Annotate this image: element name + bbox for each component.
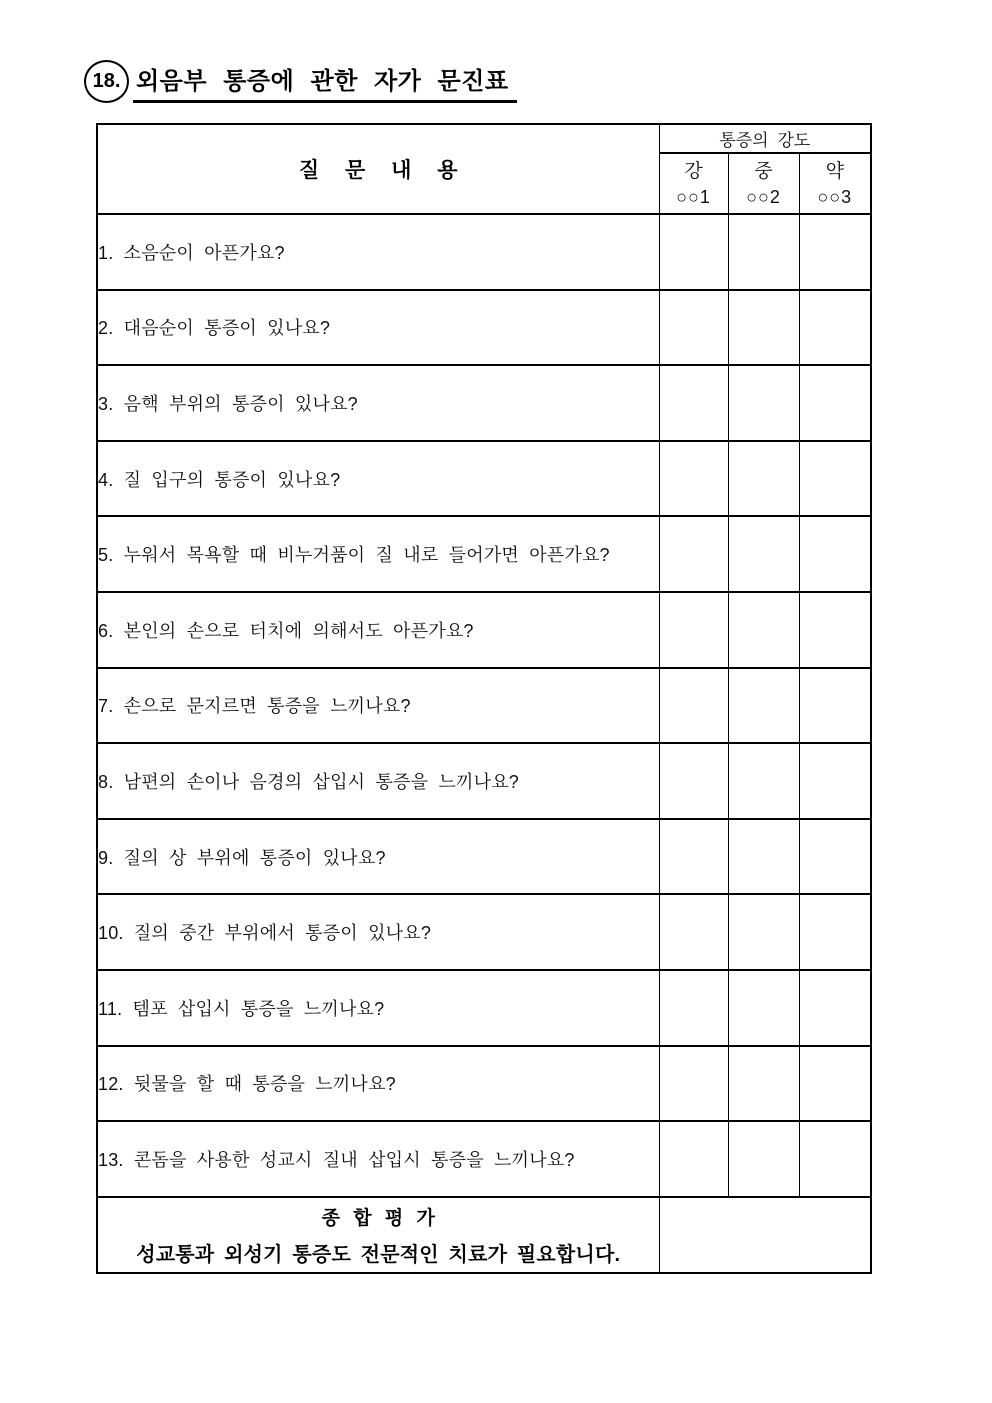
answer-cell-medium[interactable]: [728, 970, 799, 1046]
answer-cell-medium[interactable]: [728, 819, 799, 895]
strong-label: 강: [684, 160, 703, 182]
question-text: 5. 누워서 목욕할 때 비누거품이 질 내로 들어가면 아픈가요?: [97, 516, 659, 592]
question-text: 6. 본인의 손으로 터치에 의해서도 아픈가요?: [97, 592, 659, 668]
table-row: [97, 592, 871, 668]
answer-cell-medium[interactable]: [728, 592, 799, 668]
answer-cell-weak[interactable]: [799, 290, 871, 366]
table-row: [97, 970, 871, 1046]
question-text: 7. 손으로 문지르면 통증을 느끼나요?: [97, 668, 659, 744]
summary-title: 종 합 평 가: [321, 1207, 435, 1229]
answer-cell-weak[interactable]: [799, 592, 871, 668]
answer-cell-medium[interactable]: [728, 668, 799, 744]
answer-cell-medium[interactable]: [728, 743, 799, 819]
column-header-weak: [799, 153, 871, 214]
answer-cell-weak[interactable]: [799, 894, 871, 970]
question-column-header: 질 문 내 용: [97, 124, 659, 214]
answer-cell-strong[interactable]: [659, 894, 728, 970]
weak-label: 약: [825, 160, 844, 182]
answer-cell-medium[interactable]: [728, 214, 799, 290]
answer-cell-medium[interactable]: [728, 1121, 799, 1197]
answer-cell-strong[interactable]: [659, 290, 728, 366]
answer-cell-strong[interactable]: [659, 1121, 728, 1197]
answer-cell-strong[interactable]: [659, 516, 728, 592]
answer-cell-weak[interactable]: [799, 743, 871, 819]
section-number-badge: 18.: [84, 60, 129, 103]
answer-cell-strong[interactable]: [659, 970, 728, 1046]
summary-note: 성교통과 외성기 통증도 전문적인 치료가 필요합니다.: [136, 1243, 621, 1266]
medium-mark: ○○2: [746, 187, 781, 208]
question-text: 11. 템포 삽입시 통증을 느끼나요?: [97, 970, 659, 1046]
questionnaire-table: [96, 123, 872, 1274]
strong-mark: ○○1: [676, 187, 711, 208]
weak-mark: ○○3: [817, 187, 853, 208]
answer-cell-weak[interactable]: [799, 365, 871, 441]
answer-cell-strong[interactable]: [659, 819, 728, 895]
answer-cell-strong[interactable]: [659, 365, 728, 441]
table-row: [97, 290, 871, 366]
answer-cell-medium[interactable]: [728, 365, 799, 441]
table-row: [97, 1046, 871, 1122]
answer-cell-medium[interactable]: [728, 894, 799, 970]
table-row: [97, 819, 871, 895]
summary-row: [97, 1197, 871, 1273]
question-text: 1. 소음순이 아픈가요?: [97, 214, 659, 290]
answer-cell-weak[interactable]: [799, 441, 871, 517]
question-text: 3. 음핵 부위의 통증이 있나요?: [97, 365, 659, 441]
answer-cell-strong[interactable]: [659, 441, 728, 517]
question-text: 4. 질 입구의 통증이 있나요?: [97, 441, 659, 517]
answer-cell-strong[interactable]: [659, 1046, 728, 1122]
answer-cell-weak[interactable]: [799, 1121, 871, 1197]
intensity-header: 통증의 강도: [659, 124, 871, 153]
answer-cell-medium[interactable]: [728, 290, 799, 366]
answer-cell-medium[interactable]: [728, 1046, 799, 1122]
table-row: [97, 441, 871, 517]
table-row: [97, 214, 871, 290]
question-text: 12. 뒷물을 할 때 통증을 느끼나요?: [97, 1046, 659, 1122]
question-text: 9. 질의 상 부위에 통증이 있나요?: [97, 819, 659, 895]
question-text: 2. 대음순이 통증이 있나요?: [97, 290, 659, 366]
title-row: [84, 60, 517, 103]
answer-cell-medium[interactable]: [728, 516, 799, 592]
answer-cell-weak[interactable]: [799, 668, 871, 744]
table-row: [97, 516, 871, 592]
summary-cell: [97, 1197, 659, 1273]
answer-cell-weak[interactable]: [799, 214, 871, 290]
table-row: [97, 1121, 871, 1197]
question-text: 8. 남편의 손이나 음경의 삽입시 통증을 느끼나요?: [97, 743, 659, 819]
answer-cell-medium[interactable]: [728, 441, 799, 517]
header-row-1: [97, 124, 871, 153]
column-header-strong: [659, 153, 728, 214]
answer-cell-strong[interactable]: [659, 743, 728, 819]
table-row: [97, 743, 871, 819]
answer-cell-strong[interactable]: [659, 592, 728, 668]
medium-label: 중: [754, 160, 773, 182]
answer-cell-strong[interactable]: [659, 668, 728, 744]
table-row: [97, 365, 871, 441]
table-row: [97, 668, 871, 744]
summary-answer-cell[interactable]: [659, 1197, 871, 1273]
page-title: 외음부 통증에 관한 자가 문진표: [133, 61, 517, 103]
table-row: [97, 894, 871, 970]
answer-cell-weak[interactable]: [799, 516, 871, 592]
question-text: 10. 질의 중간 부위에서 통증이 있나요?: [97, 894, 659, 970]
answer-cell-weak[interactable]: [799, 1046, 871, 1122]
answer-cell-strong[interactable]: [659, 214, 728, 290]
question-text: 13. 콘돔을 사용한 성교시 질내 삽입시 통증을 느끼나요?: [97, 1121, 659, 1197]
answer-cell-weak[interactable]: [799, 819, 871, 895]
answer-cell-weak[interactable]: [799, 970, 871, 1046]
column-header-medium: [728, 153, 799, 214]
